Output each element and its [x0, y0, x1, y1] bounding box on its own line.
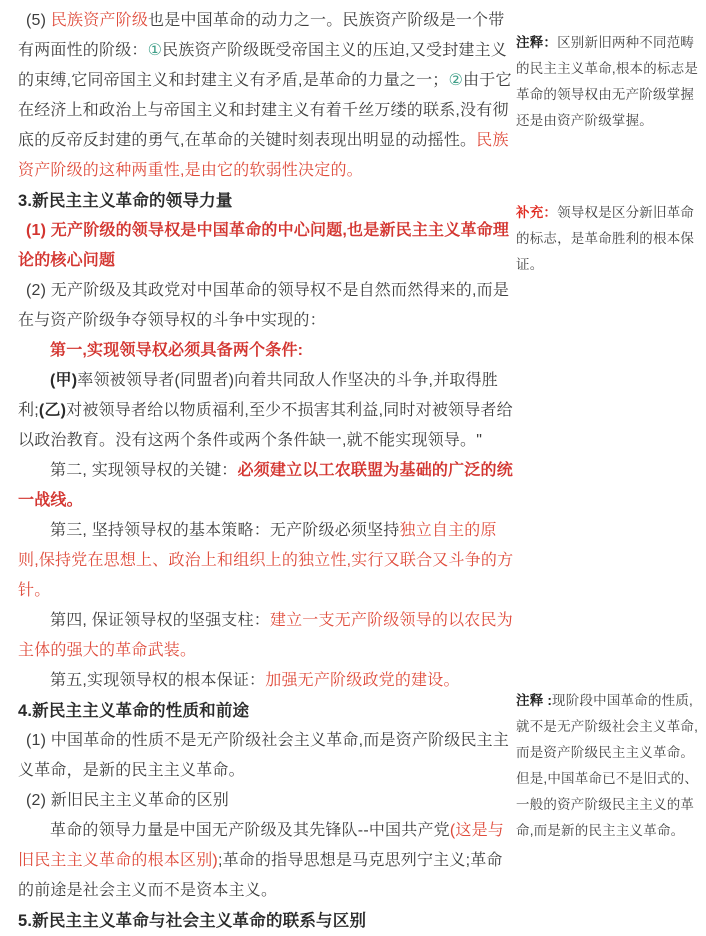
note-body: 区别新旧两种不同范畴的民主主义革命,根本的标志是革命的领导权由无产阶级掌握还是由资产阶级掌握。 — [516, 35, 699, 128]
text-run: 必须建立以工农联盟为基础的广泛的统一战线。 — [18, 462, 513, 509]
section-heading — [18, 906, 516, 936]
text-run: 民族资产阶级 — [50, 12, 149, 29]
paragraph — [18, 606, 516, 666]
text-run: (1) 无产阶级的领导权是中国革命的中心问题,也是新民主主义革命理论的核心问题 — [18, 222, 510, 269]
text-run: 加强无产阶级政党的建设。 — [265, 672, 460, 689]
text-run: 也是中国革命的动力之一。民族资产阶级是一个带有两面性的阶级： — [18, 12, 505, 59]
note-label: 注释： — [516, 35, 558, 50]
text-run: 对被领导者给以物质福利,至少不损害其利益,同时对被领导者给以政治教育。没有这两个条件或两个条件缺一,就不能实现领导。" — [18, 402, 513, 449]
circled-number-marker: ① — [147, 42, 163, 59]
paragraph — [18, 336, 516, 366]
paragraph — [18, 366, 516, 456]
text-run: 民族资产阶级既受帝国主义的压迫,又受封建主义的束缚,它同帝国主义和封建主义有矛盾,是革命的力量之一； — [18, 42, 508, 89]
text-run: 民族资产阶级的这种两重性,是由它的软弱性决定的。 — [18, 132, 509, 179]
paragraph — [18, 726, 516, 786]
paragraph — [18, 216, 516, 276]
text-run: (2) 新旧民主主义革命的区别 — [26, 792, 230, 809]
text-run: (甲) — [50, 372, 78, 389]
margin-note-annotation-1 — [516, 30, 702, 134]
paragraph — [18, 786, 516, 816]
main-text-column — [18, 6, 516, 936]
text-run: 由于它在经济上和政治上与帝国主义和封建主义有着千丝万缕的联系,没有彻底的反帝反封建的勇气,在革命的关键时刻表现出明显的动摇性。 — [18, 72, 512, 149]
text-run: 第二, 实现领导权的关键： — [50, 462, 238, 479]
note-label: 补充： — [516, 205, 558, 220]
text-run: 第五,实现领导权的根本保证： — [50, 672, 266, 689]
note-body: 领导权是区分新旧革命的标志，是革命胜利的根本保证。 — [516, 205, 695, 272]
text-run: 第四, 保证领导权的坚强支柱： — [50, 612, 270, 629]
margin-notes-column — [516, 0, 702, 907]
text-run: (1) 中国革命的性质不是无产阶级社会主义革命,而是资产阶级民主主义革命，是新的民主主义革命。 — [18, 732, 510, 779]
text-run: 4.新民主主义革命的性质和前途 — [18, 702, 250, 720]
text-run: 革命的领导力量是中国无产阶级及其先锋队--中国共产党 — [50, 822, 450, 839]
paragraph — [18, 6, 516, 186]
section-heading — [18, 696, 516, 726]
note-label: 注释 : — [516, 693, 553, 708]
text-run: (这是与旧民主主义革命的根本区别) — [18, 822, 504, 869]
text-run: (5) — [26, 12, 51, 29]
note-body: 现阶段中国革命的性质,就不是无产阶级社会主义革命,而是资产阶级民主主义革命。但是,中国革命已不是旧式的、一般的资产阶级民主主义的革命,而是新的民主主义革命。 — [516, 693, 699, 838]
paragraph — [18, 516, 516, 606]
text-run: 3.新民主主义革命的领导力量 — [18, 192, 233, 210]
text-run: 率领被领导者(同盟者)向着共同敌人作坚决的斗争,并取得胜利; — [18, 372, 498, 419]
paragraph — [18, 666, 516, 696]
circled-number-marker: ② — [448, 72, 464, 89]
text-run: 建立一支无产阶级领导的以农民为主体的强大的革命武装。 — [18, 612, 513, 659]
text-run: ;革命的指导思想是马克思列宁主义;革命的前途是社会主义而不是资本主义。 — [18, 852, 503, 899]
text-run: 5.新民主主义革命与社会主义革命的联系与区别 — [18, 912, 367, 930]
margin-note-annotation-2 — [516, 688, 702, 844]
text-run: (乙) — [38, 402, 67, 419]
section-heading — [18, 186, 516, 216]
text-run: 第三, 坚持领导权的基本策略：无产阶级必须坚持 — [50, 522, 400, 539]
text-run: (2) 无产阶级及其政党对中国革命的领导权不是自然而然得来的,而是在与资产阶级争夺领导权的斗争中实现的： — [18, 282, 510, 329]
text-run: 独立自主的原则,保持党在思想上、政治上和组织上的独立性,实行又联合又斗争的方针。 — [18, 522, 514, 599]
paragraph — [18, 816, 516, 906]
paragraph — [18, 456, 516, 516]
paragraph — [18, 276, 516, 336]
text-run: 第一,实现领导权必须具备两个条件: — [50, 342, 304, 359]
margin-note-supplement — [516, 200, 702, 278]
